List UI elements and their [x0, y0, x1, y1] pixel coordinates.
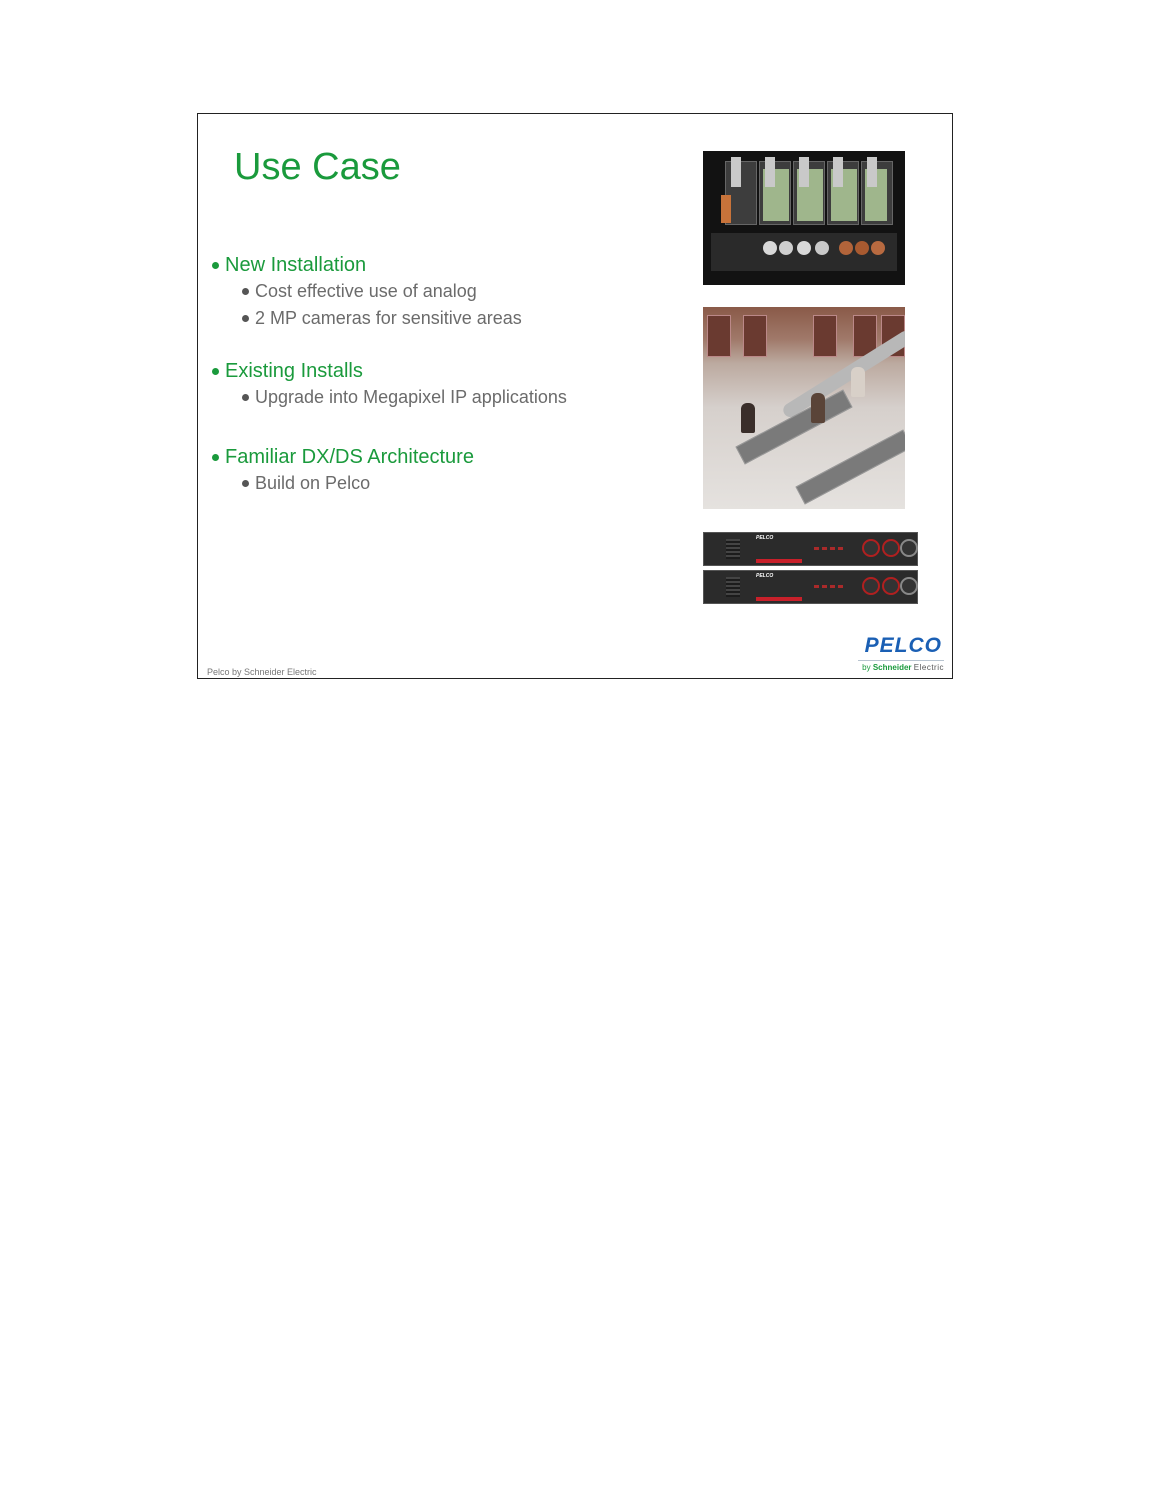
dvr-units-photo	[703, 530, 918, 610]
bullet-dot-icon	[212, 454, 219, 461]
bullet-item	[212, 358, 682, 384]
dvr-button	[822, 547, 827, 550]
store-shelf	[707, 315, 731, 357]
dvr-button	[830, 585, 835, 588]
store-shelf	[813, 315, 837, 357]
store-checkout-photo	[703, 307, 905, 509]
bullet-dot-icon	[242, 288, 249, 295]
dvr-knob	[882, 577, 900, 595]
dvr-vent	[726, 577, 740, 597]
shopper	[851, 367, 865, 397]
cash-drawer-photo	[703, 151, 905, 285]
bullet-dot-icon	[212, 262, 219, 269]
bullet-list	[212, 252, 682, 523]
dvr-button	[830, 547, 835, 550]
sub-bullet-item	[212, 384, 682, 411]
dvr-knob	[900, 577, 918, 595]
store-shelf	[743, 315, 767, 357]
logo-tagline	[862, 663, 944, 672]
dvr-vent	[726, 539, 740, 559]
dvr-knob	[882, 539, 900, 557]
sub-bullet-label: 2 MP cameras for sensitive areas	[255, 308, 522, 328]
logo-brand: PELCO	[864, 634, 942, 657]
coin	[779, 241, 793, 255]
bullet-dot-icon	[242, 315, 249, 322]
bullet-dot-icon	[212, 368, 219, 375]
pelco-logo	[856, 634, 946, 674]
logo-rule	[858, 660, 944, 661]
bullet-group	[212, 358, 682, 411]
bullet-dot-icon	[242, 480, 249, 487]
dvr-button	[822, 585, 827, 588]
dvr-knob	[900, 539, 918, 557]
bullet-label: Existing Installs	[225, 359, 363, 382]
dvr-button	[838, 547, 843, 550]
sub-bullet-item	[212, 278, 682, 305]
bullet-dot-icon	[242, 394, 249, 401]
sub-bullet-label: Build on Pelco	[255, 473, 371, 493]
bullet-group	[212, 444, 682, 497]
dvr-button	[814, 585, 819, 588]
sub-bullet-label: Cost effective use of analog	[255, 281, 477, 301]
sub-bullet-label: Upgrade into Megapixel IP applications	[255, 387, 567, 407]
coin	[797, 241, 811, 255]
coin	[763, 241, 777, 255]
coin-roll	[721, 195, 731, 223]
logo-by: by	[862, 663, 871, 672]
dvr-brand: PELCO	[756, 535, 774, 541]
coin	[839, 241, 853, 255]
bullet-group	[212, 252, 682, 332]
coin	[855, 241, 869, 255]
sub-bullet-item	[212, 470, 682, 497]
dvr-stripe	[756, 597, 802, 601]
sub-bullet-item	[212, 305, 682, 332]
drawer-clip	[731, 157, 741, 187]
dvr-unit	[703, 570, 918, 604]
dvr-unit	[703, 532, 918, 566]
slide-footer: Pelco by Schneider Electric	[207, 667, 317, 677]
dvr-knob	[862, 577, 880, 595]
dvr-button	[814, 547, 819, 550]
coin	[815, 241, 829, 255]
logo-company-suffix: Electric	[913, 663, 944, 672]
checkout-counter	[795, 430, 905, 505]
bullet-item	[212, 252, 682, 278]
coin	[871, 241, 885, 255]
shopper	[741, 403, 755, 433]
dvr-stripe	[756, 559, 802, 563]
slide-title: Use Case	[234, 146, 401, 188]
dvr-button	[838, 585, 843, 588]
logo-company: Schneider	[872, 663, 912, 672]
dvr-brand: PELCO	[756, 573, 774, 579]
drawer-clip	[833, 157, 843, 187]
dvr-knob	[862, 539, 880, 557]
drawer-clip	[765, 157, 775, 187]
drawer-clip	[799, 157, 809, 187]
slide	[197, 113, 953, 679]
drawer-clip	[867, 157, 877, 187]
bullet-label: New Installation	[225, 253, 367, 276]
bullet-item	[212, 444, 682, 470]
bullet-label: Familiar DX/DS Architecture	[225, 445, 474, 468]
shopper	[811, 393, 825, 423]
